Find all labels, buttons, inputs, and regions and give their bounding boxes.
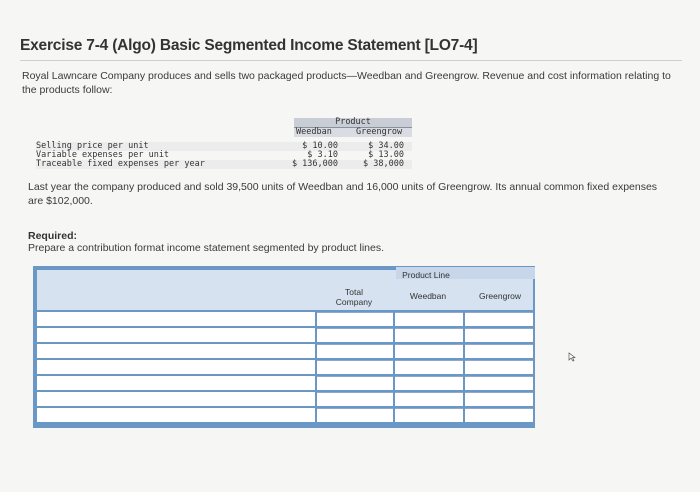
greengrow-input[interactable]: [465, 376, 533, 390]
exercise-title: Exercise 7-4 (Algo) Basic Segmented Income Statement [LO7-4]: [20, 37, 478, 54]
row-label-input[interactable]: [37, 392, 315, 406]
title-divider: [20, 60, 682, 61]
total-company-input[interactable]: [317, 408, 393, 422]
weedban-input[interactable]: [395, 376, 463, 390]
total-company-input[interactable]: [317, 328, 393, 342]
row-label-input[interactable]: [37, 328, 315, 342]
weedban-input[interactable]: [395, 344, 463, 358]
total-company-input[interactable]: [317, 360, 393, 374]
row-label-selling-price: Selling price per unit: [36, 141, 149, 151]
row-label-input[interactable]: [37, 344, 315, 358]
weedban-input[interactable]: [395, 312, 463, 326]
total-company-input[interactable]: [317, 344, 393, 358]
intro-text: Royal Lawncare Company produces and sells two packaged products—Weedban and Greengrow. Revenue and cost information relating to the products follow:: [22, 70, 671, 96]
total-company-input[interactable]: [317, 312, 393, 326]
product-group-header: Product: [335, 117, 371, 127]
column-header-total-company: Total Company: [335, 287, 373, 307]
weedban-input[interactable]: [395, 360, 463, 374]
required-text: Prepare a contribution format income statement segmented by product lines.: [28, 242, 385, 254]
mouse-cursor-icon: [568, 352, 576, 362]
greengrow-variable-expense: $ 13.00: [368, 150, 404, 160]
column-header-greengrow: Greengrow: [356, 127, 403, 137]
greengrow-traceable-fixed: $ 38,000: [363, 159, 404, 169]
row-label-input[interactable]: [37, 408, 315, 422]
column-header-weedban-statement: Weedban: [409, 291, 447, 301]
greengrow-input[interactable]: [465, 312, 533, 326]
weedban-variable-expense: $ 3.10: [307, 150, 338, 160]
total-company-input[interactable]: [317, 392, 393, 406]
weedban-traceable-fixed: $ 136,000: [291, 159, 338, 169]
weedban-selling-price: $ 10.00: [302, 141, 338, 151]
weedban-input[interactable]: [395, 328, 463, 342]
greengrow-input[interactable]: [465, 328, 533, 342]
greengrow-input[interactable]: [465, 344, 533, 358]
row-label-input[interactable]: [37, 312, 315, 326]
column-header-weedban: Weedban: [296, 127, 332, 137]
required-heading: Required:: [28, 230, 78, 242]
greengrow-selling-price: $ 34.00: [368, 141, 404, 151]
weedban-input[interactable]: [395, 392, 463, 406]
weedban-input[interactable]: [395, 408, 463, 422]
row-label-input[interactable]: [37, 360, 315, 374]
column-header-greengrow-statement: Greengrow: [478, 291, 522, 301]
product-line-label: Product Line: [402, 270, 450, 280]
total-company-input[interactable]: [317, 376, 393, 390]
greengrow-input[interactable]: [465, 392, 533, 406]
greengrow-input[interactable]: [465, 360, 533, 374]
scenario-text: Last year the company produced and sold 39,500 units of Weedban and 16,000 units of Greengrow. Its annual common fixed expenses are $102,000.: [28, 181, 658, 207]
row-label-traceable-fixed: Traceable fixed expenses per year: [36, 159, 205, 169]
greengrow-input[interactable]: [465, 408, 533, 422]
row-label-input[interactable]: [37, 376, 315, 390]
row-label-variable-expenses: Variable expenses per unit: [36, 150, 170, 160]
